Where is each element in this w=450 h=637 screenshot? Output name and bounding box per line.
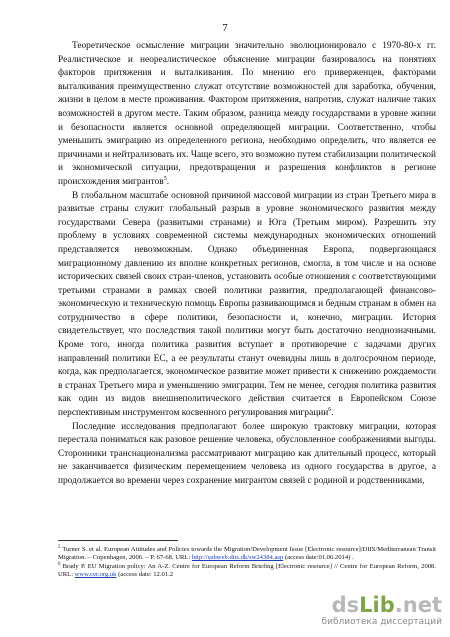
footnote-6 <box>58 563 436 580</box>
footnote-6-after: (access date: 12.01.2 <box>116 571 174 579</box>
footnote-6-link[interactable]: www.cer.org.uk <box>74 571 117 579</box>
footnote-5-link[interactable]: http://subweb.diis.dk/sw24384.asp <box>191 554 284 562</box>
body-text <box>58 40 436 489</box>
footnote-mark-6: 6 <box>58 561 61 567</box>
footnote-ref-6[interactable]: 6 <box>328 406 332 413</box>
footnote-6-text: Brady P. EU Migration policy: An A-Z. Centre for European Reform Briefing [Electronic resource] // Centre for European Reform, 2008. URL: <box>58 562 436 579</box>
paragraph-3: Последние исследования предполагают более широкую трактовку миграции, которая перестала пониматься как разовое решение человека, обусловленное соображениями выгоды. Сторонники транснационализма рассматривают миграцию как длительный процесс, который не заканчивается физическим перемещением человека из одного государства в другое, а продолжается во времени через сохранение мигрантом связей с родиной и родственниками, <box>58 421 436 486</box>
paragraph-2-end: . <box>331 408 334 419</box>
footnote-mark-5: 5 <box>58 544 61 550</box>
footnote-5-after: (access date:01.06.2014) . <box>283 554 354 562</box>
footnote-5-text: Turner S. et al. European Attitudes and Policies towards the Migration/Development Issue [Electronic resource]/DIIS/Mediterranean Transit Migration. – Copenhagen, 2006. – P. 67-68. URL: <box>58 546 436 562</box>
watermark-subtitle: библиотека диссертаций <box>321 617 442 627</box>
paragraph-1 <box>58 40 436 190</box>
paragraph-2-text: В глобальном масштабе основной причиной массовой миграции из стран Третьего мира в развитые страны служит глобальный разрыв в уровне экономического развития между государствами Севера (развитыми странами) и Юга (Третьим миром). Разрешить эту проблему в условиях современной системы международных экономических отношений представляется невозможным. Однако объединенная Европа, подвергающаяся миграционному давлению из вполне конкретных регионов, смогла, в том числе и на основе исторических связей своих стран-членов, установить особые отношения с соответствующими третьими странами в рамках своей политики развития, предполагающей финансово-экономическую и техническую помощь Европы развивающимся и бедным странам в обмен на сотрудничество в сфере политики, безопасности и, конечно, миграции. История свидетельствует, что последствия такой политики могут быть достаточно неоднозначными. Кроме того, иногда политика развития вступает в противоречие с задачами других направлений политики ЕС, а ее результаты станут очевидны лишь в долгосрочном периоде, когда, как предполагается, экономическое развитие может привести к снижению рождаемости в странах Третьего мира и уменьшению эмиграции. Тем не менее, сегодня политика развития как один из видов внешнеполитического действия считается в Европейском Союзе перспективным инструментом косвенного регулирования миграции <box>58 190 436 419</box>
page-number: 7 <box>222 22 228 34</box>
watermark-logo <box>321 593 442 633</box>
paragraph-1-end: . <box>166 176 170 187</box>
footnote-5 <box>58 546 436 563</box>
watermark-title-left: ds <box>331 593 360 617</box>
watermark-title-right: .net <box>394 593 442 617</box>
watermark-title-middle: Lib <box>359 593 395 617</box>
paragraph-1-text: Теоретическое осмысление миграции значительно эволюционировало с 1970-80-х гг. Реалистическое и неореалистическое объяснение миграции базировалось на понятиях факторов притяжения и выталкивания. По мнению его приверженцев, факторами выталкивания преимущественно служат отсутствие возможностей для заработка, обучения, жизни в целом в месте проживания. Фактором притяжения, напротив, служат наличие таких возможностей в другом месте. Таким образом, разница между государствами в уровне жизни и безопасности является основной определяющей миграции. Соответственно, чтобы уменьшить эмиграцию из определенного региона, необходимо определить, что является ее причинами и нейтрализовать их. Чаще всего, это возможно путем стабилизации политической и экономической ситуации, предотвращения и разрешения конфликтов в регионе происхождения мигрантов <box>58 41 436 187</box>
footnote-ref-5[interactable]: 5 <box>163 175 167 182</box>
footnote-divider <box>58 540 178 541</box>
watermark-title <box>332 593 442 617</box>
footnotes <box>58 546 436 580</box>
paragraph-2 <box>58 190 436 421</box>
